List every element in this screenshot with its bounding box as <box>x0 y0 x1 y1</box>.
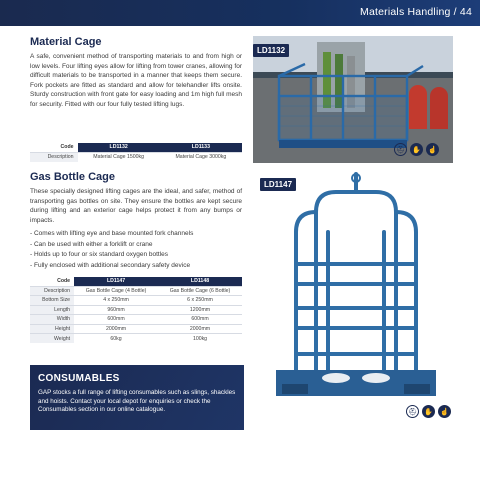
header-bar <box>0 0 480 26</box>
table-row <box>30 143 242 152</box>
table-cell: 4 x 250mm <box>74 296 158 306</box>
table-cell: 6 x 250mm <box>158 296 242 306</box>
table-cell: 2000mm <box>74 324 158 334</box>
table-row <box>30 152 242 162</box>
table-cell: 100kg <box>158 334 242 344</box>
gas-bottle-cage-title: Gas Bottle Cage <box>30 171 115 183</box>
consumables-text: GAP stocks a full range of lifting consumables such as slings, shackles and hoists. Contact your local depot for enquiries or check the Consumables section in our online catalogue. <box>38 389 236 414</box>
table-cell: Material Cage 1500kg <box>78 152 160 162</box>
table-cell: Gas Bottle Cage (6 Bottle) <box>158 286 242 296</box>
table-header: LD1132 <box>78 143 160 152</box>
table-cell: Material Cage 3000kg <box>160 152 242 162</box>
list-item: - Holds up to four or six standard oxygen bottles <box>30 250 242 261</box>
table-row <box>30 324 242 334</box>
gas-bottle-cage-description: These specially designed lifting cages are the ideal, and safer, method of transporting gas bottles on site. They ensure the bottles are kept secure during lifting and an exterior cage helps protect it from any bumps or impacts. <box>30 188 242 224</box>
table-header: LD1133 <box>160 143 242 152</box>
row-label: Bottom Size <box>30 296 74 306</box>
gloves-icon: ✋ <box>422 405 435 418</box>
product-code-badge: LD1147 <box>260 178 296 191</box>
table-row <box>30 315 242 325</box>
table-row <box>30 286 242 296</box>
row-label: Height <box>30 324 74 334</box>
consumables-box <box>30 365 244 430</box>
row-label: Code <box>60 144 74 151</box>
table-cell: Gas Bottle Cage (4 Bottle) <box>74 286 158 296</box>
row-label: Length <box>30 305 74 315</box>
material-cage-table <box>30 143 242 162</box>
table-cell: 1200mm <box>158 305 242 315</box>
material-cage-title: Material Cage <box>30 36 102 48</box>
material-cage-description: A safe, convenient method of transporting materials to and from high or low levels. Four lifting eyes allow for lifting from tower cranes, allowing for difficult materials to be transported in a manner that keeps them secure. Fork pockets are fitted as standard and allow for telehandler lifts onsite. Sturdy construction with front gate for easy loading and 1m high full mesh for security. Fitted with our four fully tested lifting lugs. <box>30 53 242 108</box>
gas-bottle-cage-photo <box>256 172 456 400</box>
table-cell: 600mm <box>74 315 158 325</box>
table-row <box>30 296 242 306</box>
list-item: - Comes with lifting eye and base mounted fork channels <box>30 229 242 240</box>
ppe-icons <box>406 405 451 418</box>
gas-bottle-cage-table <box>30 277 242 343</box>
row-label: Description <box>30 152 78 162</box>
row-label: Weight <box>30 334 74 344</box>
safety-helmet-icon: ⛑ <box>406 405 419 418</box>
hand-icon: ☝ <box>438 405 451 418</box>
consumables-title: CONSUMABLES <box>38 373 120 384</box>
gas-bottle-features <box>30 229 242 271</box>
row-label: Code <box>57 278 71 285</box>
safety-helmet-icon: ⛑ <box>394 143 407 156</box>
list-item: - Fully enclosed with additional secondary safety device <box>30 261 242 272</box>
list-item: - Can be used with either a forklift or crane <box>30 240 242 251</box>
table-header: LD1148 <box>158 277 242 286</box>
table-cell: 2000mm <box>158 324 242 334</box>
page-title: Materials Handling / 44 <box>360 6 472 18</box>
table-cell: 600mm <box>158 315 242 325</box>
ppe-icons <box>394 143 439 156</box>
table-header: LD1147 <box>74 277 158 286</box>
table-row <box>30 277 242 286</box>
hand-icon: ☝ <box>426 143 439 156</box>
gloves-icon: ✋ <box>410 143 423 156</box>
table-row <box>30 334 242 344</box>
product-code-badge: LD1132 <box>253 44 289 57</box>
row-label: Description <box>30 286 74 296</box>
table-cell: 60kg <box>74 334 158 344</box>
table-row <box>30 305 242 315</box>
table-cell: 960mm <box>74 305 158 315</box>
row-label: Width <box>30 315 74 325</box>
